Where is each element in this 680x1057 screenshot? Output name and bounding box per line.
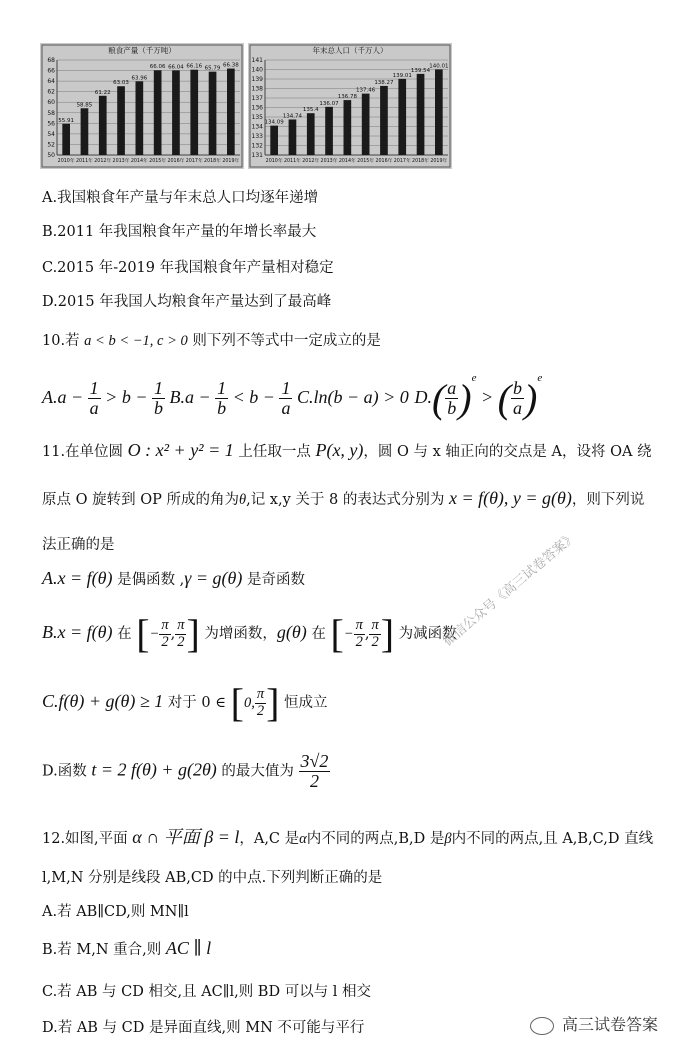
q11-stem-line1: 11.在单位圆 O : x² + y² = 1 上任取一点 P(x, y)，圆 O 与 x 轴正向的交点是 A，设将 OA 绕: [42, 440, 652, 460]
chart-1-data-label: 136.07: [319, 100, 339, 107]
chart-0-data-label: 63.96: [131, 75, 148, 82]
chart-0-data-label: 66.04: [168, 64, 184, 71]
chart-0-data-label: 65.79: [204, 65, 221, 72]
watermark: 微信公众号《高三试卷答案》: [440, 529, 580, 650]
q10-option-c: C.ln(b − a) > 0: [296, 387, 409, 407]
chart-0-data-label: 63.03: [113, 80, 129, 87]
q12-stem-line1: 12.如图,平面 α ∩ 平面 β = l，A,C 是α内不同的两点,B,D 是β内不同的两点,且 A,B,C,D 直线: [42, 827, 654, 847]
chart-1-xtick: 2012年: [302, 159, 320, 164]
chart-1-xtick: 2017年: [393, 159, 411, 164]
q10-options: [42, 372, 542, 419]
q12-option-d: D.若 AB 与 CD 是异面直线,则 MN 不可能与平行: [42, 1020, 365, 1036]
chart-0-ytick: 54: [47, 130, 55, 138]
chart-1-ytick: 140: [251, 66, 263, 74]
chart-1-ytick: 141: [251, 57, 263, 64]
chart-0-data-label: 66.16: [186, 63, 203, 70]
chart-1-data-label: 138.27: [374, 79, 394, 86]
q9-option-c: C.2015 年-2019 年我国粮食年产量相对稳定: [42, 260, 334, 276]
q11-option-d: D.函数 t = 2 f(θ) + g(2θ) 的最大值为 $\frac{3√2}{2}$: [42, 751, 329, 791]
q11-stem-line3: 法正确的是: [42, 537, 115, 553]
q11-option-a: A.x = f(θ) 是偶函数 ,γ = g(θ) 是奇函数: [42, 568, 305, 588]
chart-1-bar: [380, 86, 388, 155]
q10-option-b: B.a − $\frac{1}{b}$ < b − $\frac{1}{a}$: [169, 378, 291, 419]
chart-0-bar: [117, 86, 125, 155]
chart-1-data-label: 134.09: [264, 119, 284, 126]
wechat-logo: 高三试卷答案: [530, 1012, 658, 1035]
q11-option-c: C.f(θ) + g(θ) ≥ 1 对于 0 ∈ [0, $\frac{\pi}{2}$ ] 恒成立: [42, 680, 328, 725]
chart-0-xtick: 2014年: [130, 159, 148, 164]
q12-option-b: B.若 M,N 重合,则 AC ∥ l: [42, 938, 212, 958]
chart-0-title: 粮食产量（千万吨）: [108, 46, 176, 55]
chart-1-xtick: 2016年: [375, 159, 393, 164]
chart-0-xtick: 2012年: [94, 159, 112, 164]
chart-1-xtick: 2010年: [265, 159, 283, 164]
chart-1-ytick: 138: [251, 85, 263, 93]
chart-1-ytick: 134: [251, 123, 263, 131]
chart-1-bar: [435, 69, 443, 155]
chart-1-ytick: 136: [251, 104, 263, 112]
chart-1-data-label: 139.54: [410, 67, 431, 74]
chart-0-ytick: 62: [47, 88, 55, 96]
chart-1-xtick: 2013年: [320, 159, 338, 164]
chart-0-xtick: 2011年: [75, 159, 93, 164]
chart-0-data-label: 66.38: [222, 62, 239, 69]
q9-option-a: A.我国粮食年产量与年末总人口均逐年递增: [42, 190, 319, 206]
chart-0-bar: [62, 124, 70, 155]
q9-option-b: B.2011 年我国粮食年产量的年增长率最大: [42, 224, 317, 240]
chart-0-bar: [154, 70, 162, 155]
q11-option-b: B.x = f(θ) 在 [− $\frac{\pi}{2}$ , $\frac{\pi}{2}$ ] 为增函数，g(θ) 在 [− $\frac{\pi}{2}$ , $\frac{\pi}{2}$ ] 为减函数: [42, 611, 457, 656]
chart-1-bar: [417, 74, 425, 155]
chart-0-data-label: 61.22: [94, 89, 111, 96]
chart-1-xtick: 2011年: [283, 159, 301, 164]
chart-1-bar: [398, 79, 406, 155]
chart-0-data-label: 66.06: [149, 64, 166, 71]
chart-0-bar: [99, 96, 107, 155]
chart-1-ytick: 132: [251, 142, 263, 150]
chart-1-data-label: 135.4: [302, 107, 319, 114]
chart-0-ytick: 66: [47, 67, 55, 75]
q10-option-d: D.( $\frac{a}{b}$ )$^e$ > ( $\frac{b}{a}$ )$^e$: [414, 372, 543, 421]
chart-0-data-label: 55.91: [58, 117, 75, 124]
chart-1-bar: [270, 126, 278, 155]
chart-1-bar: [362, 94, 370, 155]
chart-0-bar: [190, 70, 198, 155]
chart-0-bar: [209, 72, 217, 155]
chart-1-data-label: 137.46: [356, 87, 376, 94]
q12-option-a: A.若 AB∥CD,则 MN∥l: [42, 904, 189, 920]
chart-0-xtick: 2015年: [149, 159, 167, 164]
chart-1-bar: [344, 100, 352, 155]
q12-stem-line2: l,M,N 分别是线段 AB,CD 的中点.下列判断正确的是: [42, 870, 383, 886]
chart-0-xtick: 2013年: [112, 159, 130, 164]
chart-0-xtick: 2017年: [185, 159, 203, 164]
chart-0-bar: [81, 108, 89, 155]
chart-0-xtick: 2018年: [204, 159, 222, 164]
chart-0-xtick: 2010年: [57, 159, 75, 164]
chart-0-ytick: 56: [47, 120, 55, 128]
q9-option-d: D.2015 年我国人均粮食年产量达到了最高峰: [42, 294, 332, 310]
chart-1-bar: [325, 107, 333, 155]
chart-0-ytick: 60: [47, 99, 55, 107]
chart-1-xtick: 2019年: [430, 159, 448, 164]
chart-0-ytick: 68: [47, 57, 55, 64]
chart-1-data-label: 134.74: [282, 113, 303, 120]
chart-0-bar: [172, 70, 180, 155]
chart-1-ytick: 139: [251, 76, 263, 83]
chart-1-bar: [307, 113, 315, 155]
q10-option-a: A.a − $\frac{1}{a}$ > b − $\frac{1}{b}$: [42, 378, 163, 419]
chart-0-xtick: 2019年: [222, 159, 240, 164]
chart-0-ytick: 50: [47, 152, 55, 159]
chart-0-bar: [136, 81, 144, 155]
q12-option-c: C.若 AB 与 CD 相交,且 AC∥l,则 BD 可以与 l 相交: [42, 984, 372, 1000]
chart-1-ytick: 137: [251, 95, 263, 102]
chart-0-xtick: 2016年: [167, 159, 185, 164]
chart-1-data-label: 139.01: [392, 72, 412, 79]
chart-1-xtick: 2018年: [412, 159, 430, 164]
chart-0-ytick: 64: [47, 78, 55, 86]
chart-1-title: 年末总人口（千万人）: [312, 46, 388, 55]
chart-1-xtick: 2014年: [338, 159, 356, 164]
chart-1-bar: [289, 119, 297, 155]
chart-1-ytick: 131: [251, 152, 263, 159]
chart-1-ytick: 135: [251, 114, 263, 121]
chart-0-ytick: 58: [47, 109, 55, 117]
bar-charts: [40, 43, 452, 169]
chart-1-xtick: 2015年: [357, 159, 375, 164]
q10-stem: 10.若 a < b < −1, c > 0 则下列不等式中一定成立的是: [42, 333, 381, 349]
chart-1-ytick: 133: [251, 133, 263, 140]
q11-stem-line2: 原点 O 旋转到 OP 所成的角为θ,记 x,y 关于 8 的表达式分别为 x = f(θ), y = g(θ)，则下列说: [42, 488, 645, 508]
chart-1-data-label: 136.78: [337, 94, 357, 101]
chart-0-data-label: 58.85: [76, 102, 93, 109]
wechat-icon: [530, 1017, 554, 1035]
chart-1-data-label: 140.01: [429, 63, 449, 70]
chart-0-ytick: 52: [47, 141, 55, 149]
chart-0-bar: [227, 69, 235, 155]
